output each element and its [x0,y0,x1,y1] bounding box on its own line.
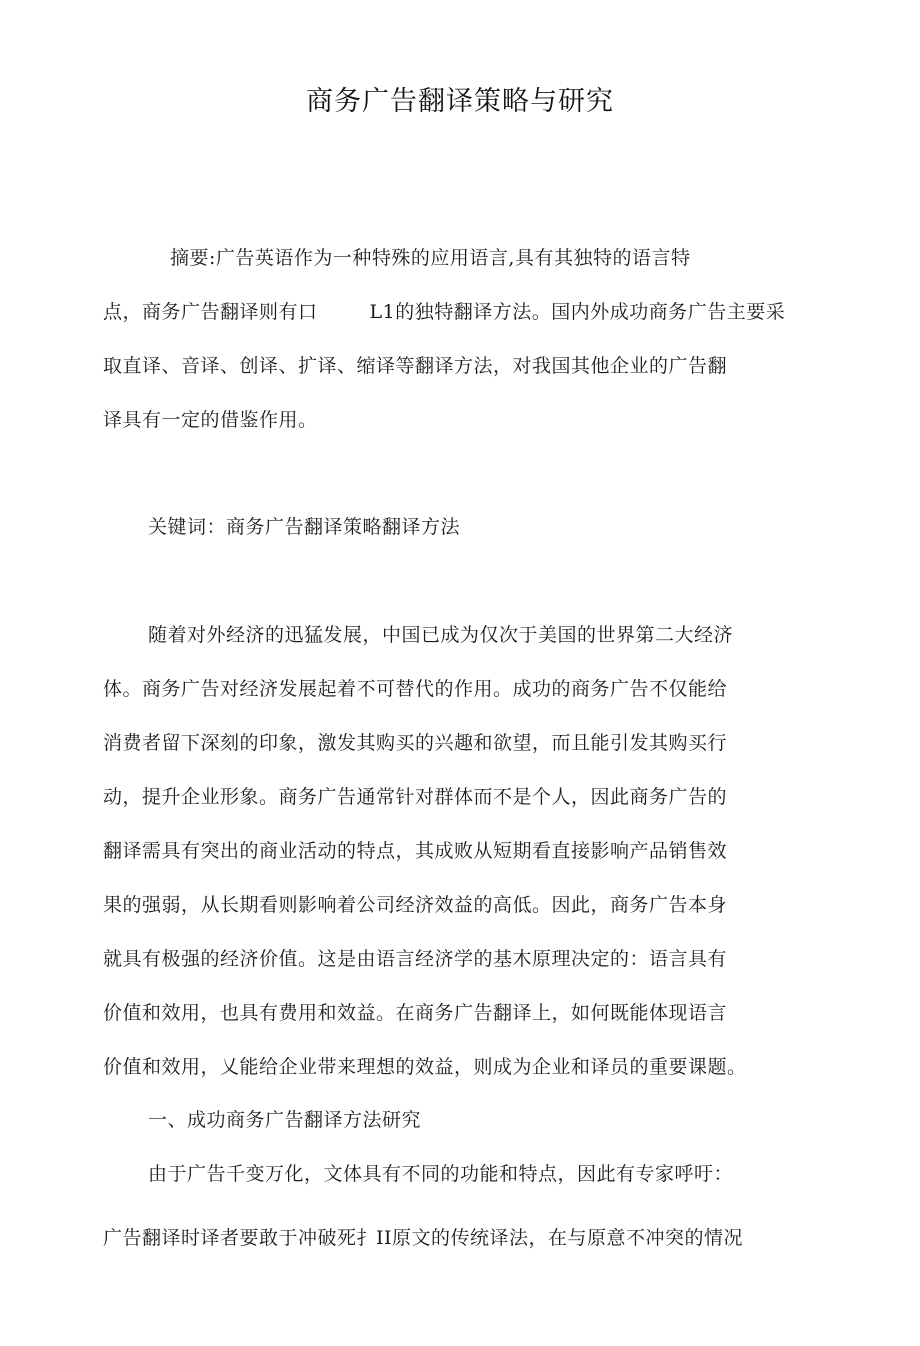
abstract-line-4: 译具有一定的借鉴作用。 [103,409,318,431]
section-heading: 一、成功商务广告翻译方法研究 [148,1109,422,1131]
abstract-line-2-part-a: 点，商务广告翻译则有口 [103,301,318,323]
paragraph-line: 价值和效用，也具有费用和效益。在商务广告翻译上，如何既能体现语言 [103,1002,728,1024]
paragraph-line: 就具有极强的经济价值。这是由语言经济学的基木原理决定的：语言具有 [103,948,728,970]
abstract-line-2-part-b: L1的独特翻译方法。国内外成功商务广告主要采 [369,301,786,323]
paragraph-line: 翻译需具有突出的商业活动的特点，其成败从短期看直接影响产品销售效 [103,840,728,862]
paragraph-line: 体。商务广告对经济发展起着不可替代的作用。成功的商务广告不仅能给 [103,678,728,700]
abstract-line-2 [103,298,785,326]
abstract-line-3: 取直译、音译、创译、扩译、缩译等翻译方法，对我国其他企业的广告翻 [103,355,728,377]
paragraph-line: 消费者留下深刻的印象，激发其购买的兴趣和欲望，而且能引发其购买行 [103,732,728,754]
paragraph-line: 果的强弱，从长期看则影响着公司经济效益的高低。因此，商务广告本身 [103,894,728,916]
paragraph-line: 随着对外经济的迅猛发展，中国已成为仅次于美国的世界第二大经济 [148,624,734,646]
paragraph-line: 价值和效用，乂能给企业带来理想的效益，则成为企业和译员的重要课题。 [103,1056,747,1078]
document-title: 商务广告翻译策略与研究 [306,86,614,117]
keywords-line: 关键词：商务广告翻译策略翻译方法 [148,516,461,538]
abstract-line-1: 摘要:广告英语作为一种特殊的应用语言,具有其独特的语言特 [170,247,691,269]
paragraph-line: 动，提升企业形象。商务广告通常针对群体而不是个人，因此商务广告的 [103,786,728,808]
paragraph-line: 由于广告千变万化，文体具有不同的功能和特点，因此有专家呼吁： [148,1163,734,1185]
paragraph-line: 广告翻译时译者要敢于冲破死扌II原文的传统译法，在与原意不冲突的情况 [103,1227,744,1249]
